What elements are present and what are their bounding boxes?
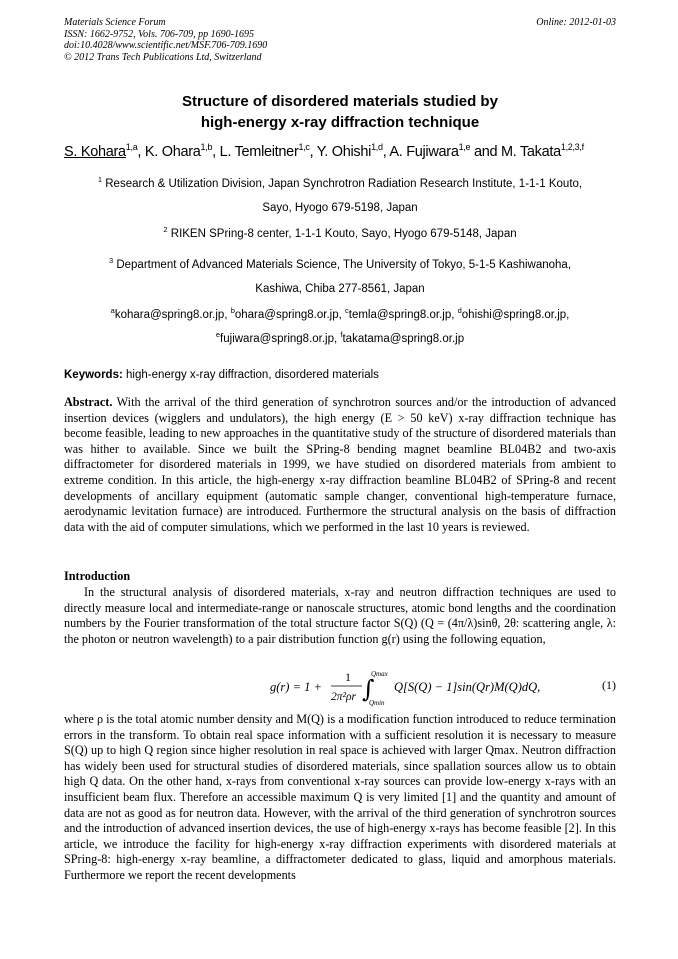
author-name: Y. Ohishi — [316, 144, 372, 160]
equation-lhs: g(r) = 1 + — [270, 680, 322, 694]
email-link[interactable]: takatama@spring8.or.jp — [342, 333, 465, 345]
equation-integrand: Q[S(Q) − 1]sin(Qr)M(Q)dQ, — [394, 680, 541, 694]
affiliation-text: Research & Utilization Division, Japan Synchrotron Radiation Research Institute, 1-1-1 Kouto, — [105, 178, 583, 190]
equation-frac-num: 1 — [345, 670, 351, 684]
author-sup: 1,e — [458, 142, 471, 152]
title-line-1: Structure of disordered materials studied by — [182, 93, 498, 110]
author-sup: 1,2,3,f — [560, 142, 584, 152]
email-link[interactable]: ohishi@spring8.or.jp — [461, 309, 567, 321]
affiliation-1 — [64, 172, 616, 220]
integral-upper: Qmax — [371, 670, 388, 678]
author-sup: 1,b — [200, 142, 213, 152]
equation-frac-den: 2π²ρr — [331, 691, 356, 703]
email-link[interactable]: fujiwara@spring8.or.jp — [220, 333, 334, 345]
email-link[interactable]: temla@spring8.or.jp — [348, 309, 452, 321]
email-link[interactable]: kohara@spring8.or.jp — [114, 309, 225, 321]
author-name: K. Ohara — [144, 144, 201, 160]
equation-number: (1) — [602, 678, 616, 692]
affiliation-sup: 3 — [108, 256, 114, 265]
affiliation-sup: 1 — [97, 175, 103, 184]
affiliation-3 — [64, 253, 616, 301]
introduction-paragraph-2: where ρ is the total atomic number density and M(Q) is a modification function introduced to reduce termination errors in the transform. To obtain real space information with a sufficient resolution it is necessary to measure S(Q) up to high Q region since higher resolution in real space is achieved with larger Qmax. Neutron diffraction has widely been used for structural studies of disordered materials, since spallation sources allow us to obtain high Q data. On the other hand, x-rays from conventional x-ray sources can provide low-energy x-rays with an insufficient beam flux. Therefore an accessible maximum Q is very limited [1] and the quantity and amount of data are not as good as for neutron data. However, with the arrival of the third generation of synchrotron sources and the introduction of advanced insertion devices, the use of high-energy x-rays has become feasible [2]. In this article, we introduce the facility for high-energy x-ray diffraction experiments with disordered materials at SPring-8: high-energy x-ray beamline, a diffractometer dedicated to glass, liquid and amorphous materials. Furthermore we report the recent developments — [64, 712, 616, 882]
abstract-label: Abstract. — [64, 395, 113, 409]
copyright-line: © 2012 Trans Tech Publications Ltd, Switzerland — [64, 51, 262, 63]
integral-lower: Qmin — [369, 699, 385, 707]
abstract-text: With the arrival of the third generation of synchrotron sources and/or the introduction of advanced insertion devices (wigglers and undulators), the high energy (E > 50 keV) x-ray diffraction technique has become feasible, leading to new approaches in the quantitative study of the structure of disordered materials than was hither to available. Since we built the SPring-8 bending magnet beamline BL04B2 and two-axis diffractometer for disordered materials in 1999, we have studied on disordered materials from ambient to extreme condition. In this article, the high-energy x-ray diffraction beamline BL04B2 of SPring-8 and recent developments of ancillary equipment (automatic sample changer, conventional high-temperature furnace, aerodynamic levitation furnace) are introduced. Furthermore the structural analysis on the basis of diffraction data with the aid of computer simulations, which we performed in the last 10 years is reviewed. — [64, 395, 617, 534]
email-sup: a — [110, 306, 115, 315]
author-sup: 1,c — [298, 142, 310, 152]
email-sup: c — [345, 306, 349, 315]
author-name: M. Takata — [500, 144, 561, 160]
paper-title — [64, 91, 616, 133]
email-list: $^a$kohara@spring8.or.jp, $^b$ohara@spring8.or.jp, $^c$temla@spring8.or.jp, $^d$ohishi@spring8.or.jp, $^e$fujiwara@spring8.or.jp, $^f$takatama@spring8.or.jp — [110, 306, 570, 345]
affiliation-text: Kashiwa, Chiba 277-8561, Japan — [255, 283, 425, 295]
email-link[interactable]: ohara@spring8.or.jp — [234, 309, 339, 321]
online-date: Online: 2012-01-03 — [536, 17, 616, 28]
keywords-text: high-energy x-ray diffraction, disordered materials — [126, 369, 379, 381]
email-sup: f — [340, 330, 343, 339]
keywords-line — [64, 367, 616, 383]
issn-line: ISSN: 1662-9752, Vols. 706-709, pp 1690-1695 — [64, 28, 254, 40]
title-line-2: high-energy x-ray diffraction technique — [200, 114, 480, 131]
abstract-paragraph — [64, 395, 616, 535]
introduction-paragraph-1: In the structural analysis of disordered materials, x-ray and neutron diffraction techniques are used to directly measure local and intermediate-range or nanoscale structures, atomic bond lengths and the coordination numbers by the Fourier transformation of the total structure factor S(Q) (Q = (4π/λ)sinθ, 2θ: scattering angle, λ: the photon or neutron wavelength) to a pair distribution function g(r) using the following equation, — [64, 585, 616, 646]
email-sup: b — [230, 306, 235, 315]
author-name: A. Fujiwara — [389, 144, 459, 160]
author-list: S. Kohara$^{1,a}$, K. Ohara$^{1,b}$, L. Temleitner$^{1,c}$, Y. Ohishi$^{1,d}$, A. Fujiwara$^{1,e}$ and M. Takata$^{1,2,3,f}$ — [64, 142, 584, 160]
author-name: L. Temleitner — [219, 144, 299, 160]
affiliation-sup: 2 — [163, 225, 168, 234]
affiliation-2 — [64, 222, 616, 246]
author-sup: 1,a — [125, 142, 138, 152]
integral-sign: ∫ — [362, 675, 375, 703]
author-sup: 1,d — [371, 142, 383, 152]
doi-line[interactable]: doi:10.4028/www.scientific.net/MSF.706-709.1690 — [64, 40, 268, 51]
introduction-heading: Introduction — [64, 569, 131, 583]
affiliation-text: RIKEN SPring-8 center, 1-1-1 Kouto, Sayo, Hyogo 679-5148, Japan — [170, 228, 517, 240]
email-sup: d — [457, 306, 462, 315]
equation-1 — [270, 666, 616, 708]
affiliation-text: Department of Advanced Materials Science, The University of Tokyo, 5-1-5 Kashiwanoha, — [116, 259, 572, 271]
equation-graphic — [270, 666, 600, 708]
journal-header — [64, 17, 616, 63]
journal-name: Materials Science Forum — [64, 17, 166, 28]
affiliation-text: Sayo, Hyogo 679-5198, Japan — [262, 202, 418, 214]
author-name: S. Kohara — [64, 144, 126, 160]
keywords-label: Keywords: — [64, 369, 123, 381]
email-sup: e — [215, 330, 221, 339]
